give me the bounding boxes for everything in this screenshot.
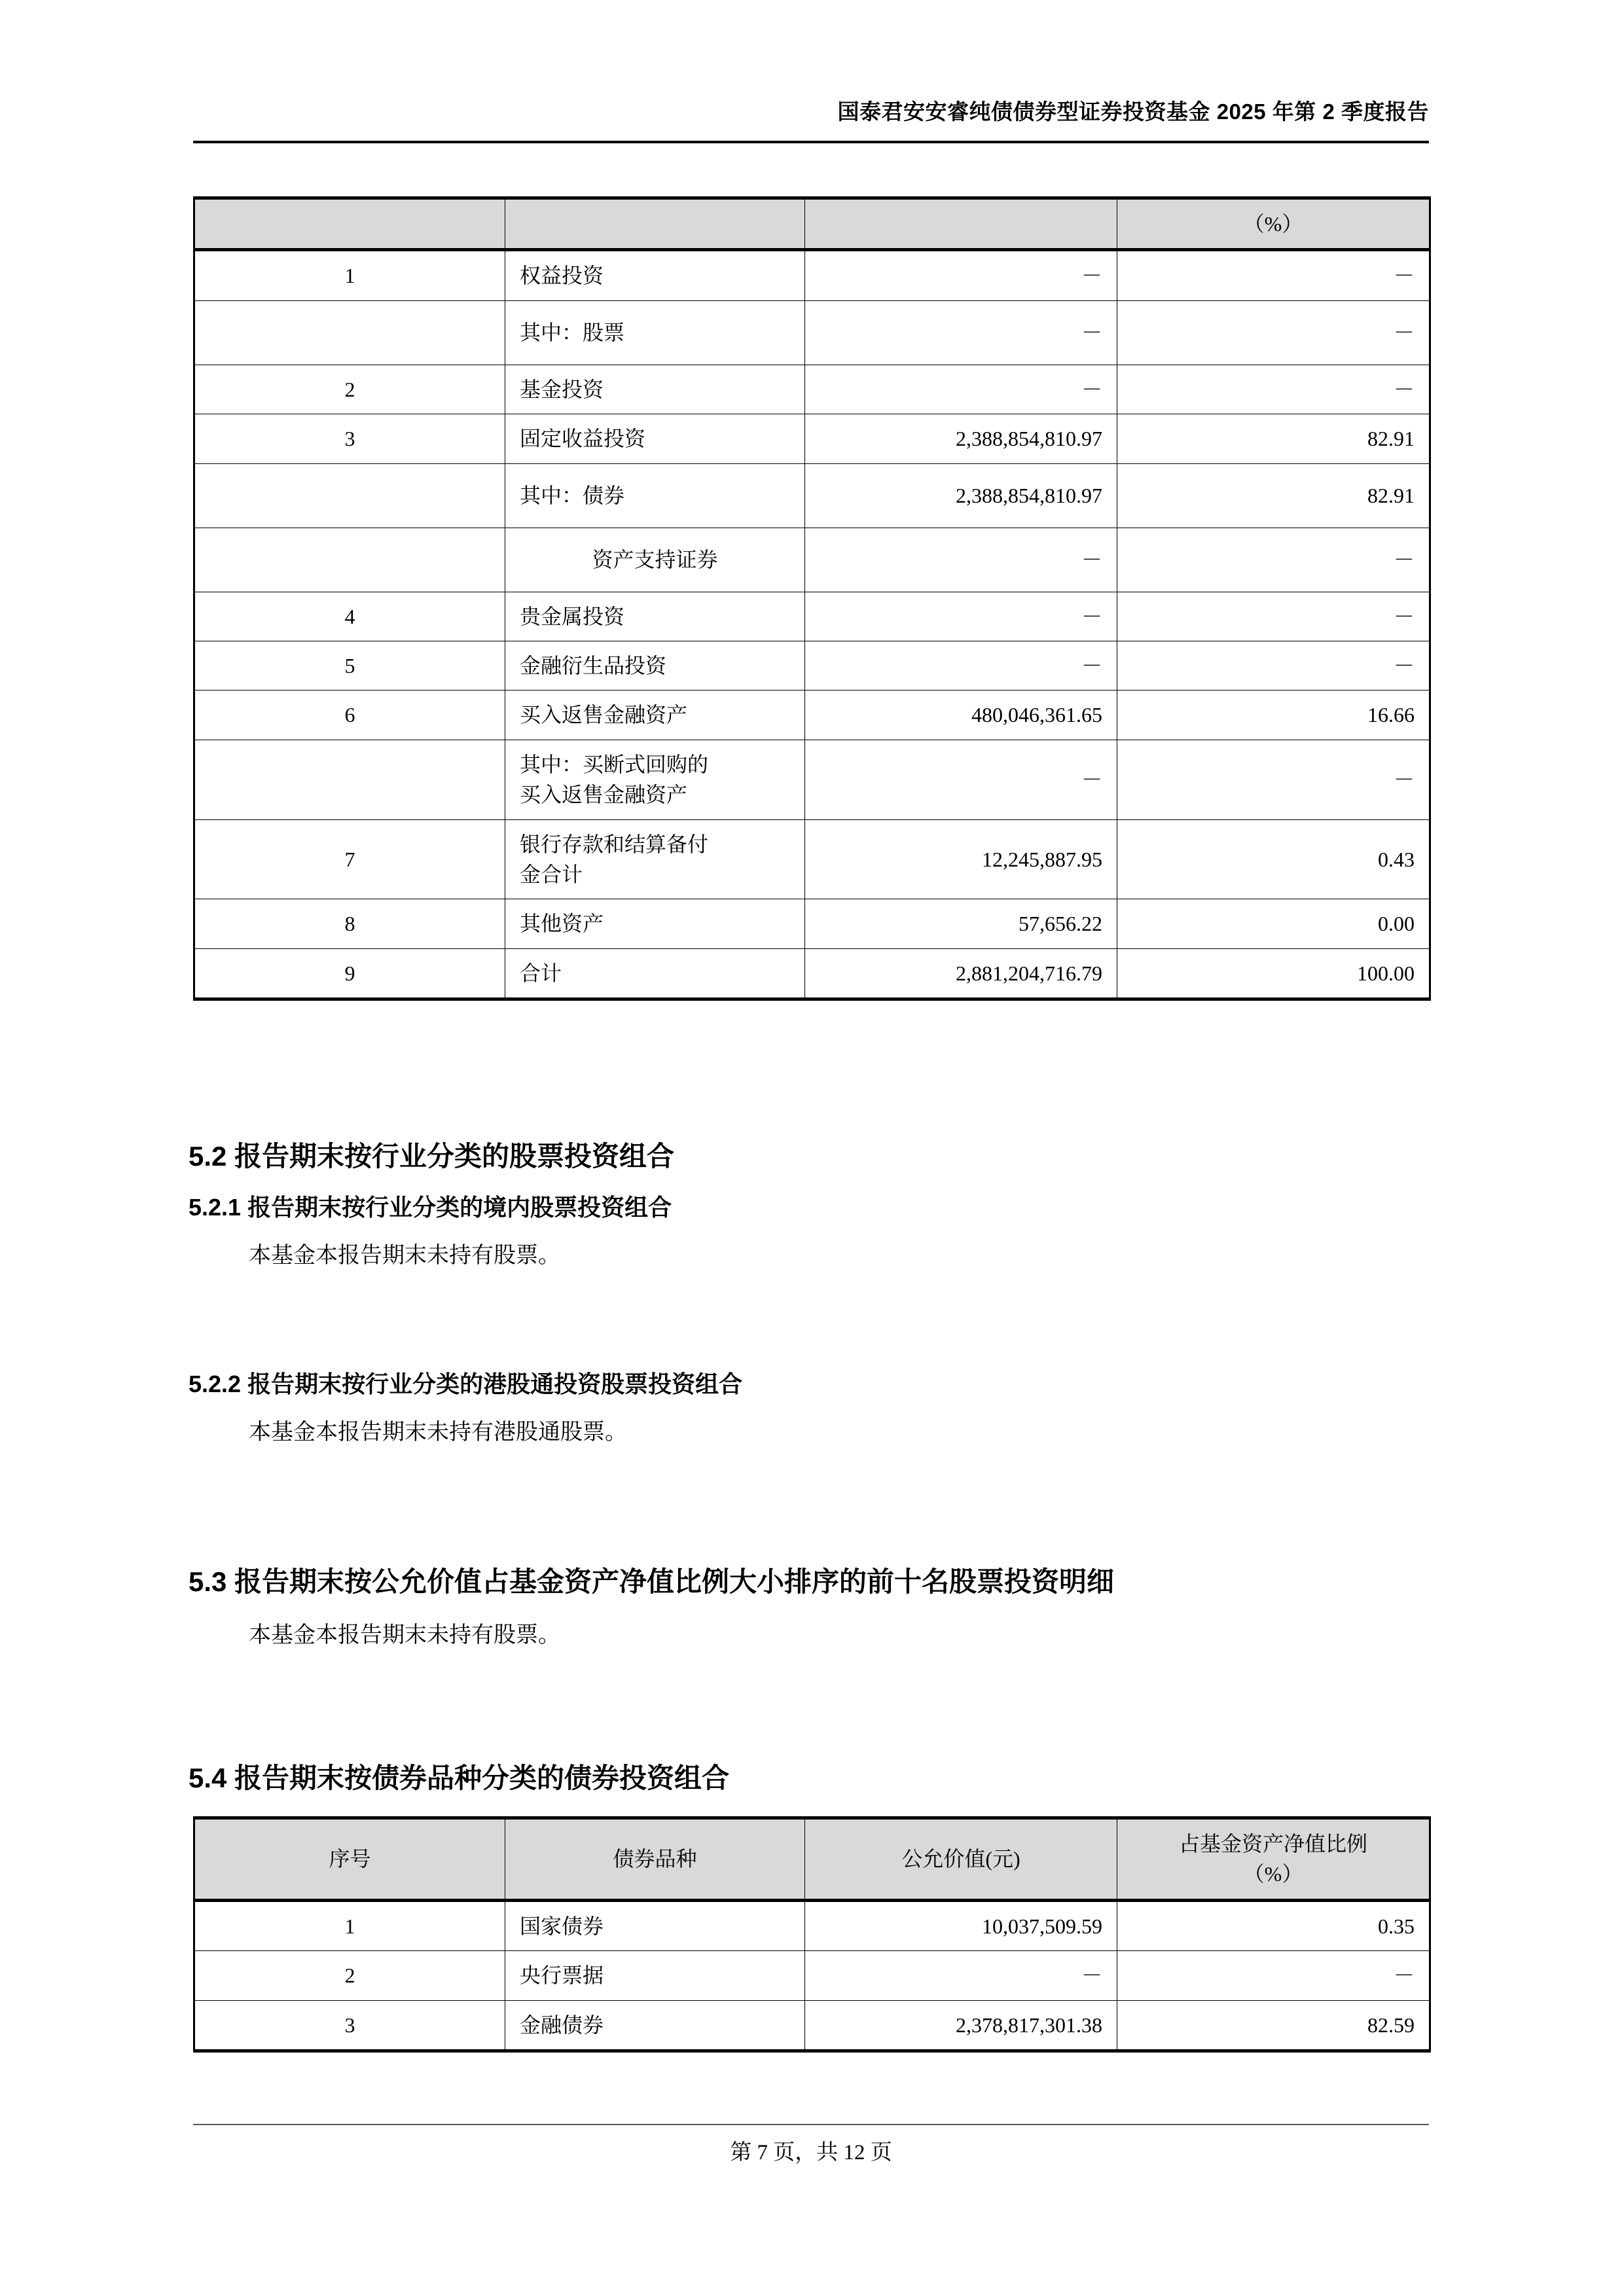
asset-allocation-cell-item: 金融衍生品投资 [505, 641, 805, 690]
asset-allocation-cell-pct: 16.66 [1117, 691, 1430, 740]
asset-allocation-cell-item: 固定收益投资 [505, 414, 805, 463]
asset-allocation-cell-value: 2,388,854,810.97 [805, 414, 1117, 463]
header-divider [193, 141, 1429, 143]
asset-allocation-cell-pct: － [1117, 250, 1430, 300]
bond-type-cell-value: 2,378,817,301.38 [805, 2000, 1117, 2051]
bond-type-row [194, 2000, 1430, 2051]
asset-allocation-header-cell-3: （%） [1117, 198, 1430, 250]
bond-type-cell-no: 1 [194, 1900, 505, 1950]
heading-5-3: 5.3 报告期末按公允价值占基金资产净值比例大小排序的前十名股票投资明细 [189, 1566, 1115, 1597]
asset-allocation-cell-item: 其中：债券 [505, 463, 805, 528]
asset-allocation-cell-item: 合计 [505, 948, 805, 999]
asset-allocation-cell-item: 权益投资 [505, 250, 805, 300]
bond-type-cell-item: 国家债券 [505, 1900, 805, 1950]
bond-type-cell-no: 3 [194, 2000, 505, 2051]
bond-type-header-cell-0: 序号 [194, 1818, 505, 1901]
asset-allocation-cell-value: － [805, 592, 1117, 641]
asset-allocation-row [194, 414, 1430, 463]
asset-allocation-cell-item: 其中：买断式回购的 买入返售金融资产 [505, 740, 805, 819]
asset-allocation-row [194, 463, 1430, 528]
asset-allocation-cell-no: 2 [194, 365, 505, 414]
bond-type-cell-value: － [805, 1951, 1117, 2000]
asset-allocation-cell-no [194, 300, 505, 365]
footer-divider [193, 2124, 1429, 2125]
bond-type-header-cell-1: 债券品种 [505, 1818, 805, 1901]
asset-allocation-cell-pct: － [1117, 300, 1430, 365]
asset-allocation-cell-value: － [805, 740, 1117, 819]
asset-allocation-row [194, 948, 1430, 999]
asset-allocation-row [194, 899, 1430, 948]
asset-allocation-row [194, 740, 1430, 819]
asset-allocation-cell-item: 资产支持证券 [505, 528, 805, 592]
asset-allocation-cell-value: － [805, 528, 1117, 592]
asset-allocation-cell-pct: 100.00 [1117, 948, 1430, 999]
bond-type-row [194, 1900, 1430, 1950]
asset-allocation-cell-no: 7 [194, 819, 505, 899]
asset-allocation-row [194, 250, 1430, 300]
page-number-footer: 第 7 页，共 12 页 [730, 2141, 892, 2164]
asset-allocation-cell-no: 9 [194, 948, 505, 999]
asset-allocation-row [194, 528, 1430, 592]
bond-type-header-cell-2: 公允价值(元) [805, 1818, 1117, 1901]
bond-type-header-cell-3: 占基金资产净值比例 （%） [1117, 1818, 1430, 1901]
asset-allocation-cell-no: 1 [194, 250, 505, 300]
asset-allocation-cell-pct: 82.91 [1117, 414, 1430, 463]
asset-allocation-header-row [194, 198, 1430, 250]
bond-type-cell-pct: － [1117, 1951, 1430, 2000]
paragraph-5-2-2: 本基金本报告期末未持有港股通股票。 [249, 1420, 627, 1444]
paragraph-5-2-1: 本基金本报告期末未持有股票。 [249, 1244, 560, 1268]
bond-type-cell-pct: 82.59 [1117, 2000, 1430, 2051]
asset-allocation-cell-item: 基金投资 [505, 365, 805, 414]
asset-allocation-cell-pct: 0.00 [1117, 899, 1430, 948]
asset-allocation-cell-value: － [805, 641, 1117, 690]
bond-type-row [194, 1951, 1430, 2000]
asset-allocation-cell-no [194, 463, 505, 528]
asset-allocation-row [194, 819, 1430, 899]
asset-allocation-cell-pct: － [1117, 740, 1430, 819]
asset-allocation-cell-value: 2,881,204,716.79 [805, 948, 1117, 999]
asset-allocation-cell-no [194, 740, 505, 819]
bond-type-cell-no: 2 [194, 1951, 505, 2000]
asset-allocation-cell-value: 12,245,887.95 [805, 819, 1117, 899]
asset-allocation-cell-no: 5 [194, 641, 505, 690]
asset-allocation-cell-value: 2,388,854,810.97 [805, 463, 1117, 528]
asset-allocation-cell-pct: － [1117, 365, 1430, 414]
asset-allocation-row [194, 365, 1430, 414]
asset-allocation-cell-no: 6 [194, 691, 505, 740]
asset-allocation-cell-value: － [805, 300, 1117, 365]
asset-allocation-cell-pct: － [1117, 641, 1430, 690]
asset-allocation-cell-no [194, 528, 505, 592]
asset-allocation-cell-item: 其中：股票 [505, 300, 805, 365]
running-header-title: 国泰君安安睿纯债债券型证券投资基金 2025 年第 2 季度报告 [837, 99, 1429, 124]
asset-allocation-cell-item: 买入返售金融资产 [505, 691, 805, 740]
asset-allocation-row [194, 300, 1430, 365]
asset-allocation-row [194, 592, 1430, 641]
asset-allocation-cell-no: 3 [194, 414, 505, 463]
asset-allocation-table [193, 196, 1431, 1001]
asset-allocation-cell-no: 8 [194, 899, 505, 948]
asset-allocation-cell-value: 480,046,361.65 [805, 691, 1117, 740]
asset-allocation-cell-pct: 82.91 [1117, 463, 1430, 528]
heading-5-2-1: 5.2.1 报告期末按行业分类的境内股票投资组合 [189, 1194, 672, 1221]
asset-allocation-cell-item: 银行存款和结算备付 金合计 [505, 819, 805, 899]
heading-5-2-2: 5.2.2 报告期末按行业分类的港股通投资股票投资组合 [189, 1371, 743, 1397]
asset-allocation-cell-item: 贵金属投资 [505, 592, 805, 641]
asset-allocation-cell-value: 57,656.22 [805, 899, 1117, 948]
bond-type-cell-item: 金融债券 [505, 2000, 805, 2051]
heading-5-4: 5.4 报告期末按债券品种分类的债券投资组合 [189, 1763, 730, 1793]
asset-allocation-cell-pct: － [1117, 592, 1430, 641]
asset-allocation-header-cell-0 [194, 198, 505, 250]
asset-allocation-row [194, 641, 1430, 690]
bond-type-table [193, 1816, 1431, 2053]
asset-allocation-header-cell-1 [505, 198, 805, 250]
bond-type-header-row [194, 1818, 1430, 1901]
asset-allocation-cell-value: － [805, 365, 1117, 414]
paragraph-5-3: 本基金本报告期末未持有股票。 [249, 1623, 560, 1647]
bond-type-cell-pct: 0.35 [1117, 1900, 1430, 1950]
asset-allocation-header-cell-2 [805, 198, 1117, 250]
asset-allocation-row [194, 691, 1430, 740]
asset-allocation-cell-item: 其他资产 [505, 899, 805, 948]
bond-type-cell-value: 10,037,509.59 [805, 1900, 1117, 1950]
asset-allocation-cell-value: － [805, 250, 1117, 300]
asset-allocation-cell-no: 4 [194, 592, 505, 641]
heading-5-2: 5.2 报告期末按行业分类的股票投资组合 [189, 1141, 675, 1172]
bond-type-cell-item: 央行票据 [505, 1951, 805, 2000]
asset-allocation-cell-pct: 0.43 [1117, 819, 1430, 899]
asset-allocation-cell-pct: － [1117, 528, 1430, 592]
